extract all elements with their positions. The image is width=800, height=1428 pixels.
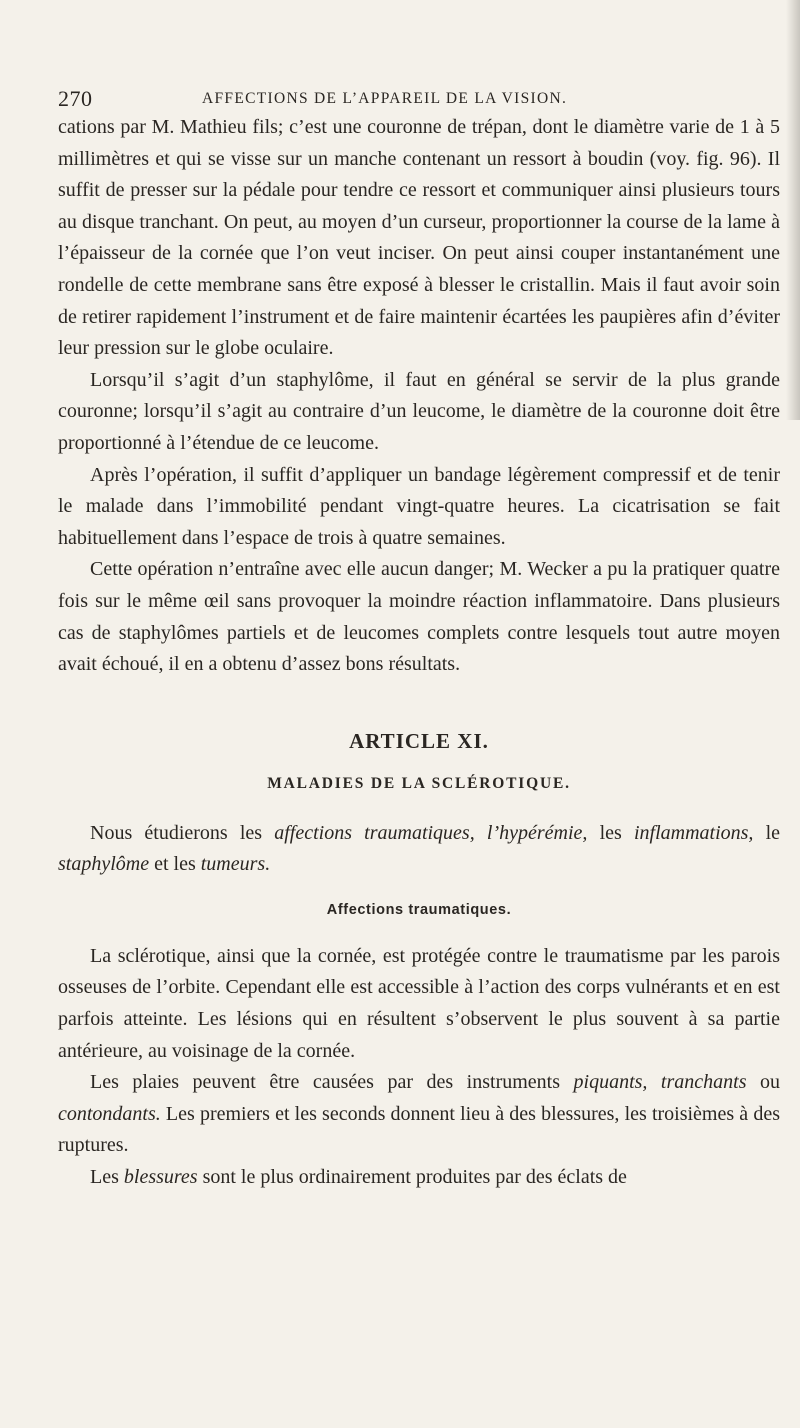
- blessures-term: blessures: [123, 1166, 198, 1189]
- article-heading: ARTICLE XI.: [349, 728, 489, 753]
- plaies-term-piquants: piquants, tranchants: [573, 1071, 747, 1094]
- blessures-text: Les: [90, 1166, 124, 1189]
- blessures-text: sont le plus ordinairement produites par des éclats de: [197, 1166, 627, 1189]
- paragraph-after-operation: Après l’opération, il suffit d’appliquer un bandage légèrement compressif et de tenir le malade dans l’immobilité pendant vingt-quatre heures. La cicatrisation se fait habituellement dans l’espace de trois à quatre semaines.: [58, 463, 780, 549]
- intro-term-affections: affections traumatiques,: [274, 821, 475, 844]
- intro-text: les: [587, 821, 634, 844]
- intro-text: [475, 822, 487, 844]
- paragraph-plaies: [58, 1067, 780, 1162]
- chapter-subtitle: MALADIES DE LA SCLÉROTIQUE.: [267, 774, 571, 792]
- intro-term-inflammations: inflammations,: [633, 821, 754, 844]
- intro-paragraph: [58, 818, 780, 881]
- paragraph-sclerotique: La sclérotique, ainsi que la cornée, est protégée contre le traumatisme par les parois osseuses de l’orbite. Cependant elle est accessible à l’action des corps vulnérants et en est parfois atteinte. Les lésions qui en résultent s’observent le plus souvent à sa partie antérieure, au voisinage de la cornée.: [58, 944, 780, 1062]
- page-number: 270: [58, 86, 93, 111]
- paragraph-no-danger: Cette opération n’entraîne avec elle aucun danger; M. Wecker a pu la pratiquer quatre fois sur le même œil sans provoquer la moindre réaction inflammatoire. Dans plusieurs cas de staphylômes partiels et de leucomes complets contre lesquels tout autre moyen avait échoué, il en a obtenu d’assez bons résultats.: [58, 558, 780, 676]
- running-head-title: AFFECTIONS DE L’APPAREIL DE LA VISION.: [202, 90, 568, 107]
- intro-term-staphylome: staphylôme: [58, 853, 150, 876]
- paragraph-continuation: cations par M. Mathieu fils; c’est une couronne de trépan, dont le diamètre varie de 1 à 5 millimètres et qui se visse sur un manche contenant un ressort à boudin (voy. fig. 96). Il suffit de presser sur la pédale pour tendre ce ressort et communiquer ainsi plusieurs tours au disque tranchant. On peut, au moyen d’un curseur, proportionner la course de la lame à l’épaisseur de la cornée que l’on veut inciser. On peut ainsi couper instantanément une rondelle de cette membrane sans être exposé à blesser le cristallin. Mais il faut avoir soin de retirer rapidement l’instrument et de faire maintenir écartées les paupières afin d’éviter leur pression sur le globe oculaire.: [58, 116, 780, 360]
- page-edge-shadow: [786, 0, 800, 420]
- paragraph-staphylome: Lorsqu’il s’agit d’un staphylôme, il faut en général se servir de la plus grande couronne; lorsqu’il s’agit au contraire d’un leucome, le diamètre de la couronne doit être proportionné à l’étendue de ce leucome.: [58, 368, 780, 454]
- body-text: [58, 112, 780, 1194]
- plaies-text: ou: [746, 1071, 780, 1094]
- intro-text: Nous étudierons les: [90, 821, 275, 844]
- intro-text: et les: [149, 853, 201, 876]
- paragraph-blessures: [58, 1162, 780, 1194]
- intro-text: le: [753, 821, 780, 844]
- intro-term-tumeurs: tumeurs.: [200, 853, 271, 876]
- section-heading: Affections traumatiques.: [326, 901, 512, 918]
- plaies-text: Les plaies peuvent être causées par des instruments: [90, 1071, 574, 1094]
- plaies-term-contondants: contondants.: [58, 1102, 161, 1125]
- plaies-text: Les premiers et les seconds donnent lieu à des blessures, les troisièmes à des ruptures.: [58, 1102, 780, 1157]
- intro-term-hyperemie: l’hypérémie,: [486, 821, 588, 844]
